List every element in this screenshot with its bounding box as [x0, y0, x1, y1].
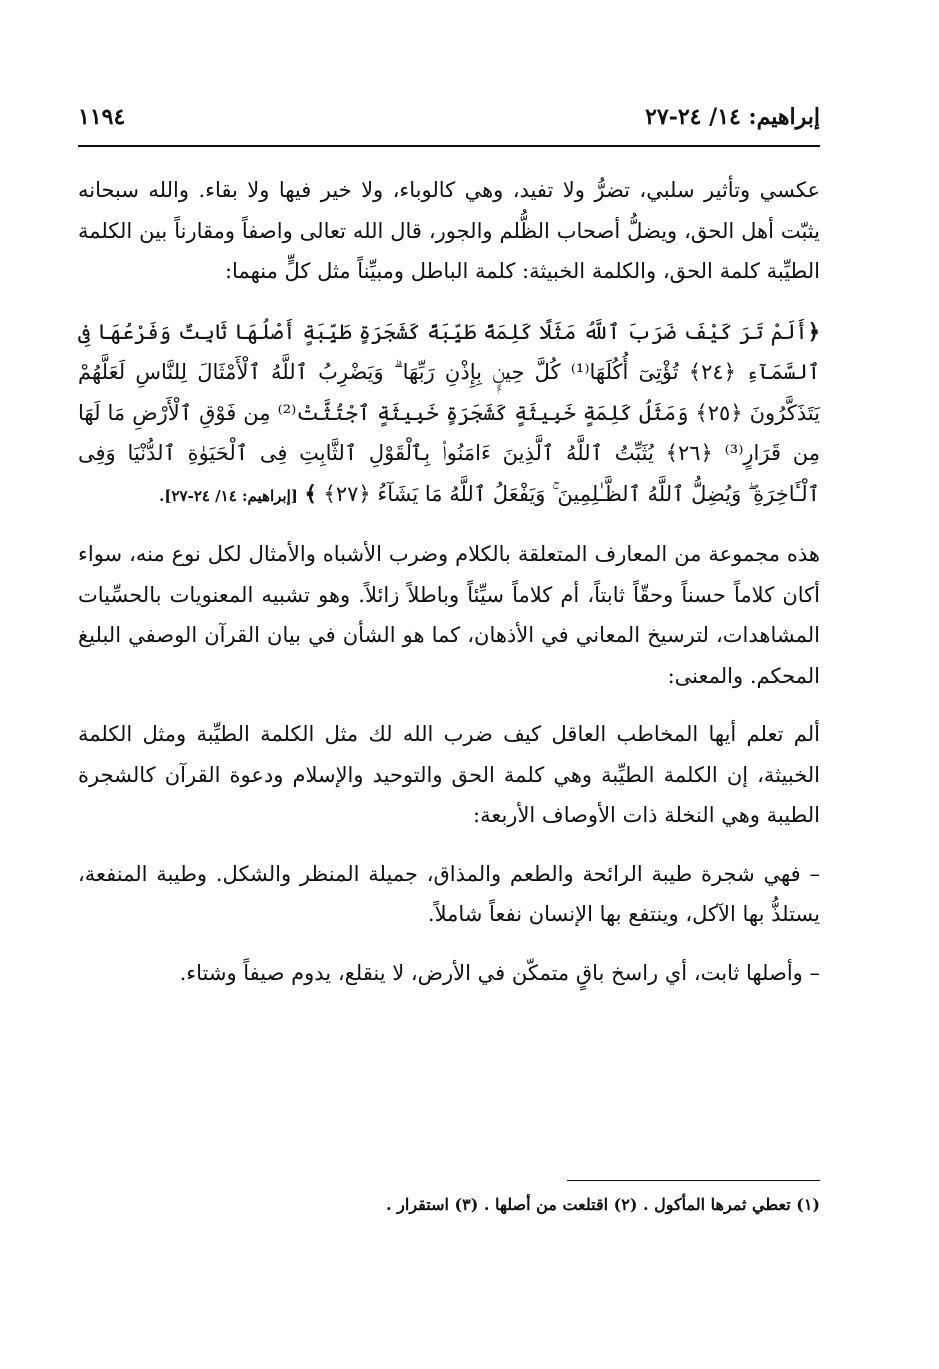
header-rule — [78, 145, 820, 147]
page-header — [78, 100, 820, 140]
footnote-rule — [567, 1180, 820, 1181]
quran-verses — [78, 312, 820, 517]
quran-reference: [إبراهيم: ١٤/ ٢٤-٢٧]. — [159, 486, 298, 505]
paragraph-point-1: – فهي شجرة طيبة الرائحة والطعم والمذاق، جميلة المنظر والشكل. وطيبة المنفعة، يستلذُّ بها الآكل، وينتفع بها الإنسان نفعاً شاملاً. — [78, 861, 820, 926]
page-body — [78, 170, 820, 993]
quran-close-bracket: ﴾ — [304, 480, 317, 506]
running-title: إبراهيم: ١٤/ ٢٤-٢٧ — [645, 104, 820, 130]
quran-open-bracket: ﴿ — [807, 318, 820, 344]
quran-text: أَلَمْ تَرَ كَيْفَ ضَرَبَ ٱللَّهُ مَثَلًا كَلِمَةً طَيِّبَةً كَشَجَرَةٍ طَيِّبَةٍ أَصْلُهَا ثَابِتٌ وَفَرْعُهَا فِى ٱلسَّمَآءِ ﴿٢٤﴾ تُؤْتِىٓ أُكُلَهَا⁽¹⁾ كُلَّ حِينٍۭ بِإِذْنِ رَبِّهَا ۗ وَيَضْرِبُ ٱللَّهُ ٱلْأَمْثَالَ لِلنَّاسِ لَعَلَّهُمْ يَتَذَكَّرُونَ ﴿٢٥﴾ وَمَثَلُ كَلِمَةٍ خَبِيثَةٍ كَشَجَرَةٍ خَبِيثَةٍ ٱجْتُثَّتْ⁽²⁾ مِن فَوْقِ ٱلْأَرْضِ مَا لَهَا مِن قَرَارٍ⁽³⁾ ﴿٢٦﴾ يُثَبِّتُ ٱللَّهُ ٱلَّذِينَ ءَامَنُوا۟ بِٱلْقَوْلِ ٱلثَّابِتِ فِى ٱلْحَيَوٰةِ ٱلدُّنْيَا وَفِى ٱلْـَٔاخِرَةِ ۖ وَيُضِلُّ ٱللَّهُ ٱلظَّـٰلِمِينَ ۚ وَيَفْعَلُ ٱللَّهُ مَا يَشَآءُ ﴿٢٧﴾ — [78, 319, 821, 506]
page-number: ١١٩٤ — [78, 104, 126, 130]
paragraph-intro: عكسي وتأثير سلبي، تضرُّ ولا تفيد، وهي كالوباء، ولا خير فيها ولا بقاء. والله سبحانه يثبّت أهل الحق، ويضلُّ أصحاب الظُّلم والجور، قال الله تعالى واصفاً ومقارناً بين الكلمة الطيِّبة كلمة الحق، والكلمة الخبيثة: كلمة الباطل ومبيِّناً مثل كلٍّ منهما: — [78, 178, 820, 283]
paragraph-explanation: هذه مجموعة من المعارف المتعلقة بالكلام وضرب الأشباه والأمثال لكل نوع منه، سواء أكان كلاماً حسناً وحقّاً ثابتاً، أم كلاماً سيِّئاً وباطلاً زائلاً. وهو تشبيه المعنويات بالحسِّيات المشاهدات، لترسيخ المعاني في الأذهان، كما هو الشأن في بيان القرآن الوصفي البليغ المحكم. والمعنى: — [78, 542, 820, 688]
paragraph-point-2: – وأصلها ثابت، أي راسخ باقٍ متمكّن في الأرض، لا ينقلع، يدوم صيفاً وشتاء. — [179, 960, 820, 985]
footnotes: (١) تعطي ثمرها المأكول . (٢) اقتلعت من أصلها . (٣) استقرار . — [386, 1195, 820, 1214]
paragraph-meaning: ألم تعلم أيها المخاطب العاقل كيف ضرب الله لك مثل الكلمة الطيِّبة ومثل الكلمة الخبيثة، إن الكلمة الطيِّبة وهي كلمة الحق والتوحيد والإسلام ودعوة القرآن كالشجرة الطيبة وهي النخلة ذات الأوصاف الأربعة: — [78, 722, 820, 827]
